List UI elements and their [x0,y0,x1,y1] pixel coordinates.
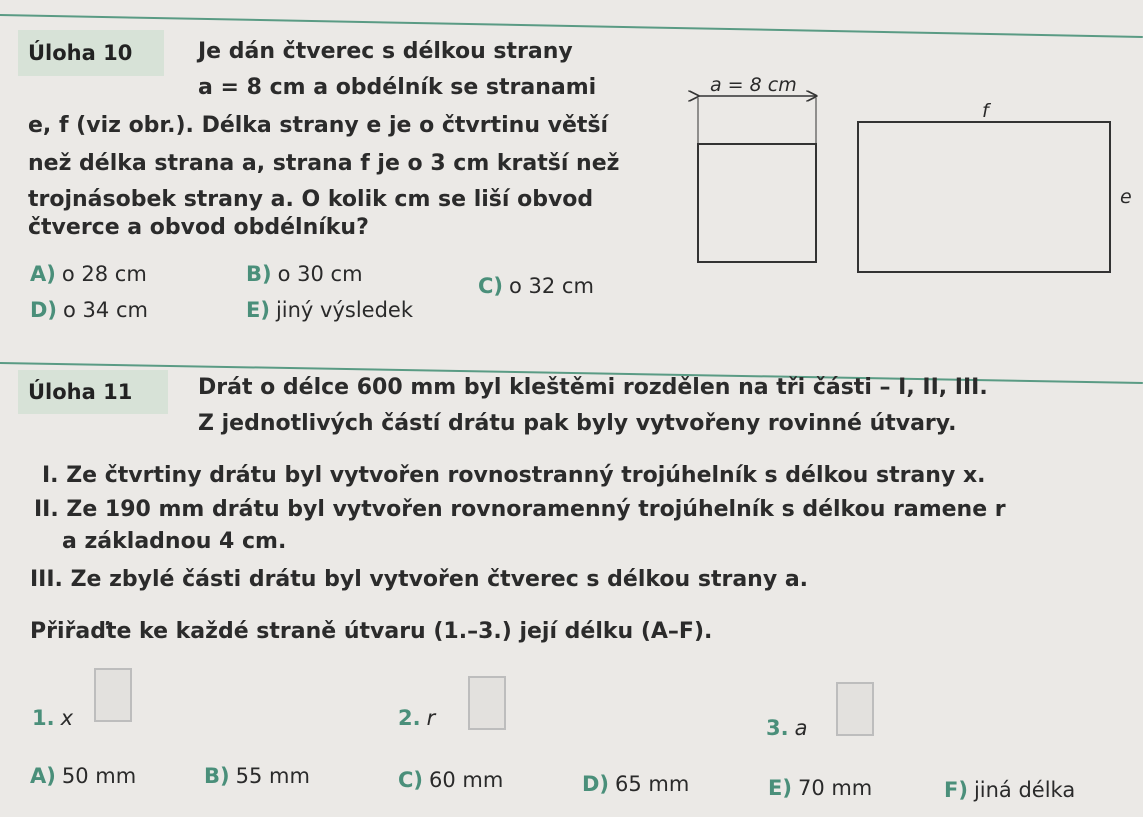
task11-instruction: Přiřaďte ke každé straně útvaru (1.–3.) její délku (A–F). [30,619,713,644]
task11-item-3: III. Ze zbylé části drátu byl vytvořen čtverec s délkou strany a. [30,567,809,592]
task11-item-2: II. Ze 190 mm drátu byl vytvořen rovnoramenný trojúhelník s délkou ramene r [34,497,1006,522]
task11-intro-2: Z jednotlivých částí drátu pak byly vytvořeny rovinné útvary. [198,411,957,436]
task10-figure [680,66,1140,286]
task10-option-e[interactable]: E) jiný výsledek [246,298,413,322]
task11-intro-1: Drát o délce 600 mm byl kleštěmi rozdělen na tři části – I, II, III. [198,375,988,400]
square-dimension-label: a = 8 cm [710,74,797,96]
task11-item-2b: a základnou 4 cm. [62,529,287,554]
answer-box-3[interactable] [836,682,874,736]
rectangle-f-label: f [982,100,989,122]
rectangle-shape [858,122,1110,272]
task10-top-rule [0,14,1143,38]
task10-option-a[interactable]: A) o 28 cm [30,262,147,286]
task10-label: Úloha 10 [18,30,164,76]
subitem-2: 2. r [398,706,436,730]
answer-box-1[interactable] [94,668,132,722]
task10-line-1: Je dán čtverec s délkou strany [198,39,573,64]
task11-option-c[interactable]: C) 60 mm [398,768,504,792]
task11-option-f[interactable]: F) jiná délka [944,778,1076,802]
task11-item-1: I. Ze čtvrtiny drátu byl vytvořen rovnostranný trojúhelník s délkou strany x. [42,463,986,488]
task10-line-2: a = 8 cm a obdélník se stranami [198,75,597,100]
subitem-3: 3. a [766,716,808,740]
square-shape [698,144,816,262]
task10-option-b[interactable]: B) o 30 cm [246,262,363,286]
task10-option-c[interactable]: C) o 32 cm [478,274,594,298]
task11-option-b[interactable]: B) 55 mm [204,764,310,788]
task11-option-d[interactable]: D) 65 mm [582,772,690,796]
task11-option-a[interactable]: A) 50 mm [30,764,137,788]
task11-option-e[interactable]: E) 70 mm [768,776,873,800]
task11-label: Úloha 11 [18,370,168,414]
task10-option-d[interactable]: D) o 34 cm [30,298,148,322]
rectangle-e-label: e [1120,186,1132,208]
task10-line-6: čtverce a obvod obdélníku? [28,215,369,240]
task10-line-4: než délka strana a, strana f je o 3 cm kratší než [28,151,620,176]
task10-line-5: trojnásobek strany a. O kolik cm se liší obvod [28,187,594,212]
subitem-1: 1. x [32,706,74,730]
task10-line-3: e, f (viz obr.). Délka strany e je o čtvrtinu větší [28,113,609,138]
answer-box-2[interactable] [468,676,506,730]
